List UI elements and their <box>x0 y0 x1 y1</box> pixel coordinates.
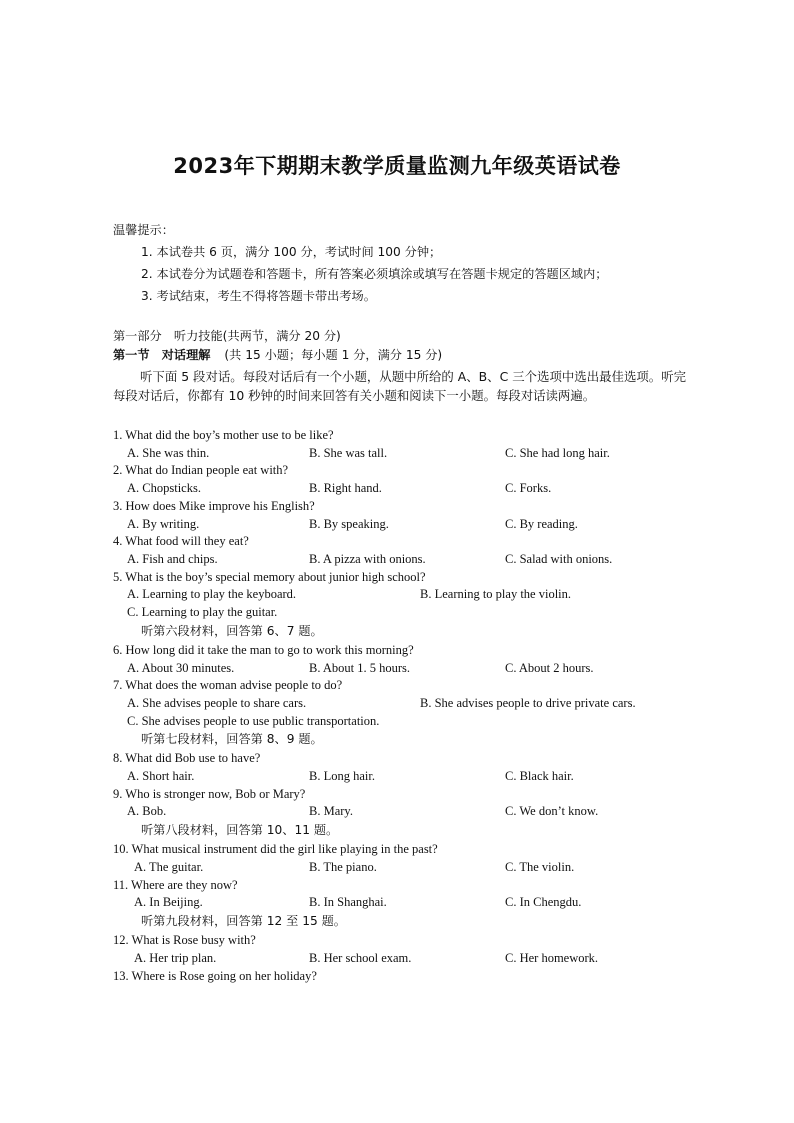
option-c: C. The violin. <box>505 860 575 874</box>
option-a: A. By writing. <box>127 517 200 531</box>
option-b: B. A pizza with onions. <box>309 552 426 566</box>
section-note: 听第七段材料，回答第 8、9 题。 <box>141 732 323 746</box>
question-text: 7. What does the woman advise people to do? <box>113 678 343 692</box>
listening-instructions: 听下面 5 段对话。每段对话后有一个小题，从题中所给的 A、B、C 三个选项中选出最佳选项。听完每段对话后，你都有 10 秒钟的时间来回答有关小题和阅读下一小题。每段对话读两遍。 <box>113 369 686 403</box>
part-heading: 第一部分 听力技能(共两节，满分 20 分) <box>113 329 341 343</box>
option-a: A. Her trip plan. <box>134 951 217 965</box>
option-a: A. Learning to play the keyboard. <box>127 587 297 601</box>
question-text: 12. What is Rose busy with? <box>113 933 256 947</box>
section-note: 听第六段材料，回答第 6、7 题。 <box>141 624 323 638</box>
option-c: C. In Chengdu. <box>505 895 582 909</box>
option-c: C. Learning to play the guitar. <box>127 605 278 619</box>
option-c: C. Salad with onions. <box>505 552 613 566</box>
section-note: 听第八段材料，回答第 10、11 题。 <box>141 823 339 837</box>
option-a: A. Short hair. <box>127 769 195 783</box>
exam-title: 2023年下期期末教学质量监测九年级英语试卷 <box>173 154 621 178</box>
option-b: B. Right hand. <box>309 481 382 495</box>
option-b: B. By speaking. <box>309 517 389 531</box>
question-text: 5. What is the boy’s special memory about junior high school? <box>113 570 426 584</box>
option-b: B. In Shanghai. <box>309 895 387 909</box>
option-b: B. Her school exam. <box>309 951 412 965</box>
option-a: A. She advises people to share cars. <box>127 696 307 710</box>
tip-item: 3. 考试结束，考生不得将答题卡带出考场。 <box>141 289 376 303</box>
question-text: 11. Where are they now? <box>113 878 238 892</box>
tip-item: 1. 本试卷共 6 页，满分 100 分，考试时间 100 分钟； <box>141 245 442 259</box>
option-c: C. She advises people to use public transportation. <box>127 714 380 728</box>
option-c: C. Forks. <box>505 481 552 495</box>
option-b: B. She was tall. <box>309 446 388 460</box>
question-text: 3. How does Mike improve his English? <box>113 499 315 513</box>
section-label: 第一节 对话理解 <box>113 348 211 362</box>
option-a: A. Bob. <box>127 804 167 818</box>
option-b: B. The piano. <box>309 860 377 874</box>
option-c: C. About 2 hours. <box>505 661 594 675</box>
section-heading <box>113 347 442 364</box>
question-text: 9. Who is stronger now, Bob or Mary? <box>113 787 306 801</box>
option-b: B. She advises people to drive private cars. <box>420 696 636 710</box>
question-text: 1. What did the boy’s mother use to be like? <box>113 428 334 442</box>
tips-heading: 温馨提示： <box>113 223 174 237</box>
option-c: C. We don’t know. <box>505 804 599 818</box>
option-c: C. Black hair. <box>505 769 574 783</box>
option-a: A. Chopsticks. <box>127 481 201 495</box>
option-b: B. About 1. 5 hours. <box>309 661 411 675</box>
question-text: 2. What do Indian people eat with? <box>113 463 289 477</box>
question-text: 13. Where is Rose going on her holiday? <box>113 969 317 983</box>
option-b: B. Long hair. <box>309 769 375 783</box>
option-a: A. The guitar. <box>134 860 204 874</box>
question-text: 4. What food will they eat? <box>113 534 249 548</box>
option-c: C. Her homework. <box>505 951 599 965</box>
question-text: 8. What did Bob use to have? <box>113 751 261 765</box>
option-a: A. In Beijing. <box>134 895 203 909</box>
option-b: B. Learning to play the violin. <box>420 587 572 601</box>
section-info: (共 15 小题；每小题 1 分，满分 15 分) <box>224 348 443 362</box>
option-a: A. Fish and chips. <box>127 552 218 566</box>
question-text: 10. What musical instrument did the girl like playing in the past? <box>113 842 438 856</box>
option-c: C. She had long hair. <box>505 446 610 460</box>
section-note: 听第九段材料，回答第 12 至 15 题。 <box>141 914 346 928</box>
option-a: A. She was thin. <box>127 446 210 460</box>
option-b: B. Mary. <box>309 804 353 818</box>
option-c: C. By reading. <box>505 517 578 531</box>
tip-item: 2. 本试卷分为试题卷和答题卡，所有答案必须填涂或填写在答题卡规定的答题区域内； <box>141 267 608 281</box>
question-text: 6. How long did it take the man to go to work this morning? <box>113 643 414 657</box>
option-a: A. About 30 minutes. <box>127 661 235 675</box>
